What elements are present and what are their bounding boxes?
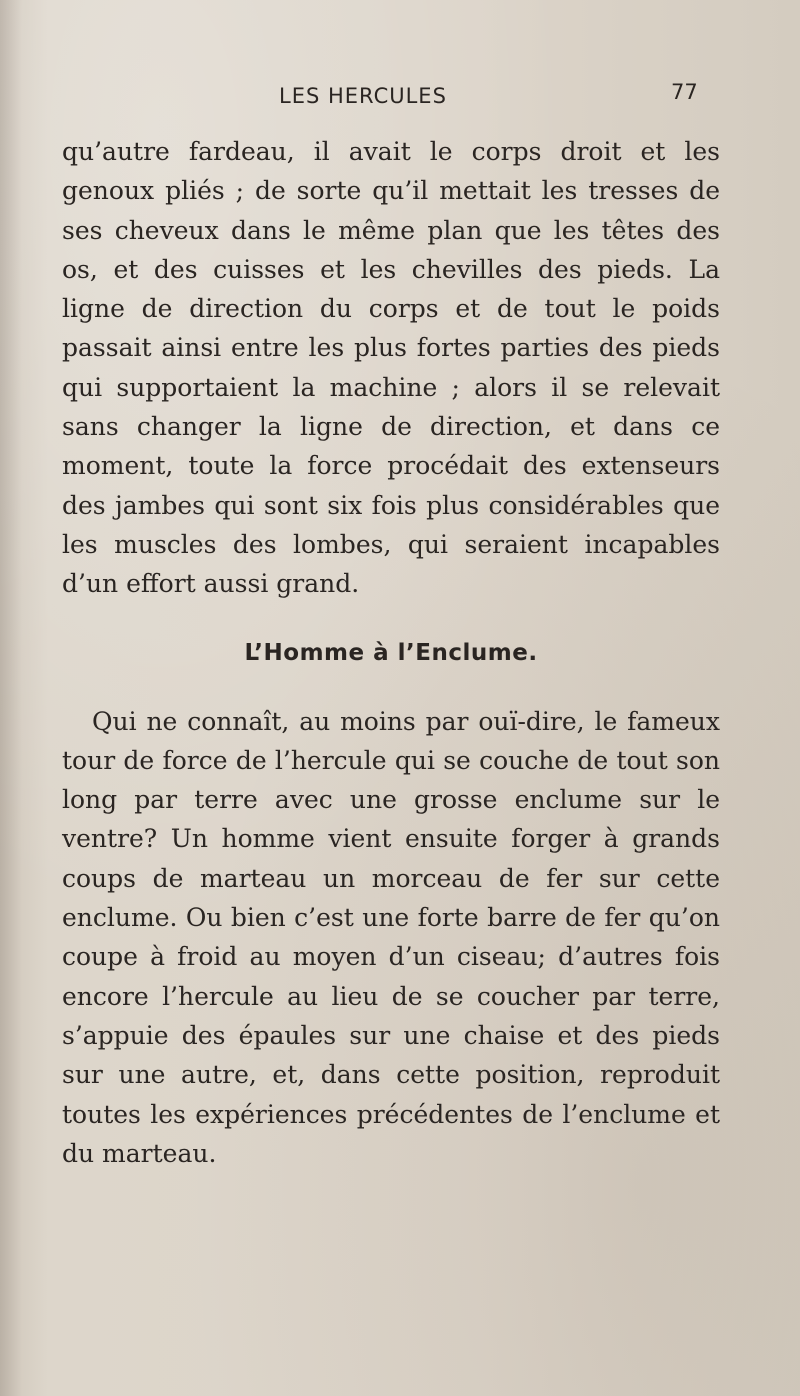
- main-text: [62, 132, 720, 1173]
- section-heading: L’Homme à l’Enclume.: [244, 639, 538, 666]
- running-title: LES HERCULES: [279, 84, 447, 108]
- page-number: 77: [671, 80, 698, 104]
- paragraph-anvil: Qui ne connaît, au moins par ouï-dire, le fameux tour de force de l’hercule qui se couche de tout son long par terre avec une grosse enclume sur le ventre? Un homme vient ensuite forger à grands coups de marteau un morceau de fer sur cette enclume. Ou bien c’est une forte barre de fer qu’on coupe à froid au moyen d’un ciseau; d’autres fois encore l’hercule au lieu de se coucher par terre, s’appuie des épaules sur une chaise et des pieds sur une autre, et, dans cette position, reproduit toutes les expériences précédentes de l’enclume et du marteau.: [62, 706, 720, 1168]
- paragraph-continued: qu’autre fardeau, il avait le corps droit et les genoux pliés ; de sorte qu’il mettait les tresses de ses cheveux dans le même plan que les têtes des os, et des cuisses et les chevilles des pieds. La ligne de direction du corps et de tout le poids passait ainsi entre les plus fortes parties des pieds qui supportaient la machine ; alors il se relevait sans changer la ligne de direction, et dans ce moment, toute la force procédait des extenseurs des jambes qui sont six fois plus considérables que les muscles des lombes, qui seraient incapables d’un effort aussi grand.: [62, 137, 720, 599]
